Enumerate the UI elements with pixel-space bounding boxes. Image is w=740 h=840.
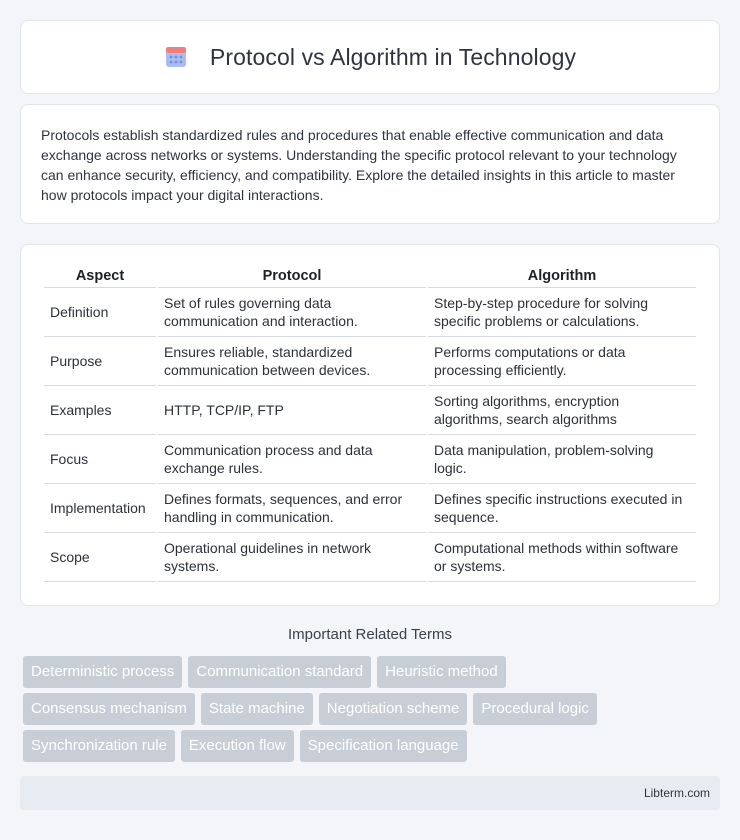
table-row: [44, 337, 696, 386]
table-cell-protocol: Operational guidelines in network systems.: [158, 533, 426, 582]
footer-site-link[interactable]: Libterm.com: [643, 786, 710, 800]
related-terms-title: Important Related Terms: [288, 626, 452, 643]
related-term-tag[interactable]: State machine: [201, 693, 313, 725]
header-card: [20, 20, 720, 94]
comparison-table-card: [20, 244, 720, 606]
related-term-tag[interactable]: Communication standard: [188, 656, 371, 688]
table-cell-algorithm: Computational methods within software or systems.: [428, 533, 696, 582]
calendar-grid-icon: [164, 45, 188, 69]
tag-row: [23, 656, 723, 688]
table-row: [44, 386, 696, 435]
table-cell-aspect: Focus: [44, 435, 156, 484]
footer: [20, 776, 720, 810]
related-term-tag[interactable]: Synchronization rule: [23, 730, 175, 762]
table-cell-aspect: Examples: [44, 386, 156, 435]
column-header-algorithm: Algorithm: [428, 265, 696, 288]
table-cell-algorithm: Performs computations or data processing efficiently.: [428, 337, 696, 386]
intro-card: [20, 104, 720, 224]
column-header-protocol: Protocol: [158, 265, 426, 288]
table-cell-aspect: Scope: [44, 533, 156, 582]
table-row: [44, 484, 696, 533]
table-cell-algorithm: Sorting algorithms, encryption algorithms, search algorithms: [428, 386, 696, 435]
column-header-aspect: Aspect: [44, 265, 156, 288]
comparison-table: [42, 265, 698, 582]
related-term-tag[interactable]: Specification language: [300, 730, 467, 762]
table-cell-protocol: Defines formats, sequences, and error handling in communication.: [158, 484, 426, 533]
related-term-tag[interactable]: Heuristic method: [377, 656, 506, 688]
related-term-tag[interactable]: Consensus mechanism: [23, 693, 195, 725]
table-cell-algorithm: Step-by-step procedure for solving specific problems or calculations.: [428, 288, 696, 337]
table-cell-aspect: Implementation: [44, 484, 156, 533]
related-term-tag[interactable]: Deterministic process: [23, 656, 182, 688]
table-row: [44, 435, 696, 484]
related-term-tag[interactable]: Negotiation scheme: [319, 693, 468, 725]
table-row: [44, 288, 696, 337]
table-cell-aspect: Definition: [44, 288, 156, 337]
page-title: Protocol vs Algorithm in Technology: [209, 43, 577, 70]
intro-text: Protocols establish standardized rules and procedures that enable effective communication and data exchange across networks or systems. Understanding the specific protocol relevant to your technology can enhance security, efficiency, and compatibility. Explore the detailed insights in this article to master how protocols impact your digital interactions.: [41, 127, 677, 203]
related-terms-list: [23, 656, 723, 767]
table-cell-algorithm: Defines specific instructions executed in sequence.: [428, 484, 696, 533]
tag-row: [23, 730, 723, 762]
table-cell-protocol: Set of rules governing data communication and interaction.: [158, 288, 426, 337]
tag-row: [23, 693, 723, 725]
table-cell-protocol: HTTP, TCP/IP, FTP: [158, 386, 426, 435]
table-cell-algorithm: Data manipulation, problem-solving logic.: [428, 435, 696, 484]
table-cell-protocol: Communication process and data exchange rules.: [158, 435, 426, 484]
related-term-tag[interactable]: Procedural logic: [473, 693, 597, 725]
related-term-tag[interactable]: Execution flow: [181, 730, 294, 762]
table-cell-protocol: Ensures reliable, standardized communication between devices.: [158, 337, 426, 386]
table-row: [44, 533, 696, 582]
table-cell-aspect: Purpose: [44, 337, 156, 386]
table-header-row: [44, 265, 696, 288]
